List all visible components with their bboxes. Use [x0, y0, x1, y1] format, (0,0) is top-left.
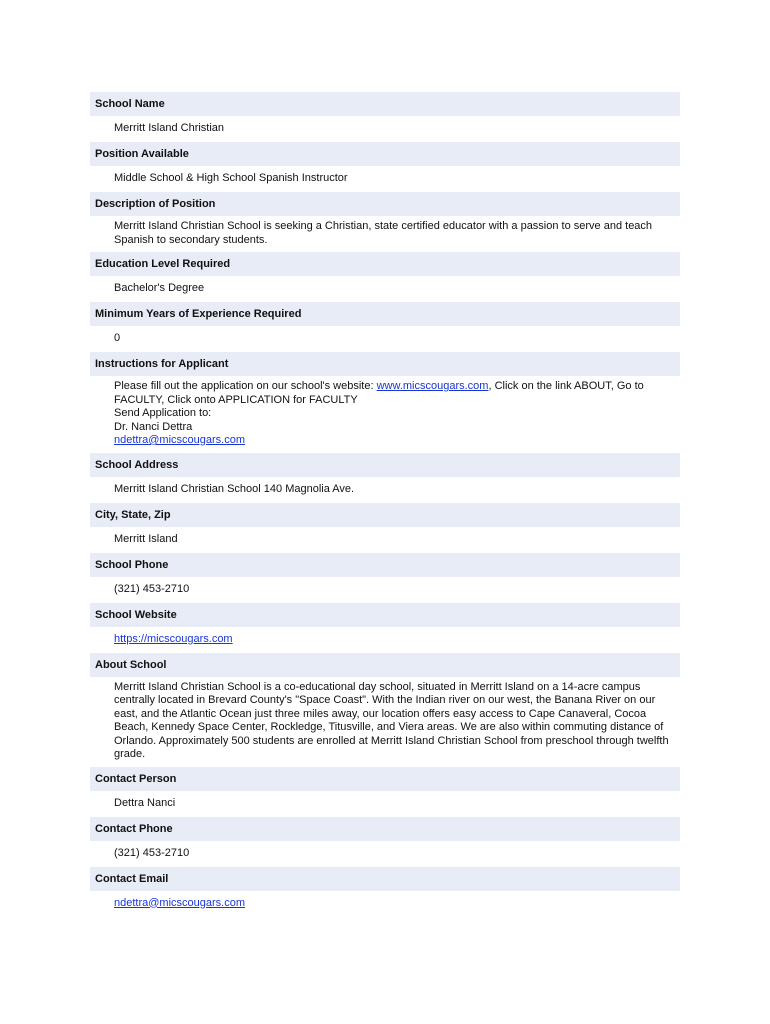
address-label: School Address — [90, 453, 680, 477]
instructions-recipient-line: Dr. Nanci Dettra — [114, 420, 193, 433]
school-name-value: Merritt Island Christian — [114, 122, 225, 134]
city-value: Merritt Island — [114, 532, 178, 545]
school-website-link[interactable]: https://micscougars.com — [114, 632, 233, 645]
education-value: Bachelor's Degree — [114, 282, 205, 294]
phone-label: School Phone — [90, 553, 680, 577]
instructions-send-line: Send Application to: — [114, 407, 212, 419]
description-value: Merritt Island Christian School is seeking a Christian, state certified educator with a passion to serve and teach Spanish to secondary students. — [114, 220, 653, 246]
school-name-label: School Name — [90, 92, 680, 116]
experience-label: Minimum Years of Experience Required — [90, 302, 680, 326]
contact-email-link[interactable]: ndettra@micscougars.com — [114, 896, 245, 909]
address-value: Merritt Island Christian School 140 Magnolia Ave. — [114, 482, 355, 495]
experience-value: 0 — [114, 332, 121, 344]
instructions-text-suffix: , Click on the link ABOUT, Go to FACULTY, Click onto APPLICATION for FACULTY — [114, 380, 644, 406]
job-posting-form — [90, 92, 680, 917]
education-label: Education Level Required — [90, 252, 680, 276]
contact-phone-label: Contact Phone — [90, 817, 680, 841]
description-label: Description of Position — [90, 192, 680, 216]
website-value-container — [90, 627, 680, 653]
position-label: Position Available — [90, 142, 680, 166]
about-value: Merritt Island Christian School is a co-educational day school, situated in Merritt Island on a 14-acre campus centrally located in Brevard County's "Space Coast". With the Indian river on our west, the Banana River on our east, and the Atlantic Ocean just three miles away, our location offers easy access to Cape Canaveral, Cocoa Beach, Kennedy Space Center, Rockledge, Titusville, and Viera areas. We are also within commuting distance of Orlando. Approximately 500 students are enrolled at Merritt Island Christian School from preschool through twelfth grade. — [114, 680, 669, 760]
instructions-email-link[interactable]: ndettra@micscougars.com — [114, 434, 245, 446]
website-label: School Website — [90, 603, 680, 627]
about-label: About School — [90, 653, 680, 677]
position-value: Middle School & High School Spanish Instructor — [114, 172, 348, 184]
contact-person-value: Dettra Nanci — [114, 796, 176, 809]
instructions-value — [90, 376, 680, 453]
website-link[interactable]: www.micscougars.com — [376, 380, 489, 392]
phone-value: (321) 453-2710 — [114, 582, 190, 595]
contact-person-label: Contact Person — [90, 767, 680, 791]
city-label: City, State, Zip — [90, 503, 680, 527]
contact-email-value-container — [90, 891, 680, 917]
instructions-text-prefix: Please fill out the application on our school's website: — [114, 380, 377, 392]
contact-phone-value: (321) 453-2710 — [114, 846, 190, 859]
instructions-label: Instructions for Applicant — [90, 352, 680, 376]
contact-email-label: Contact Email — [90, 867, 680, 891]
